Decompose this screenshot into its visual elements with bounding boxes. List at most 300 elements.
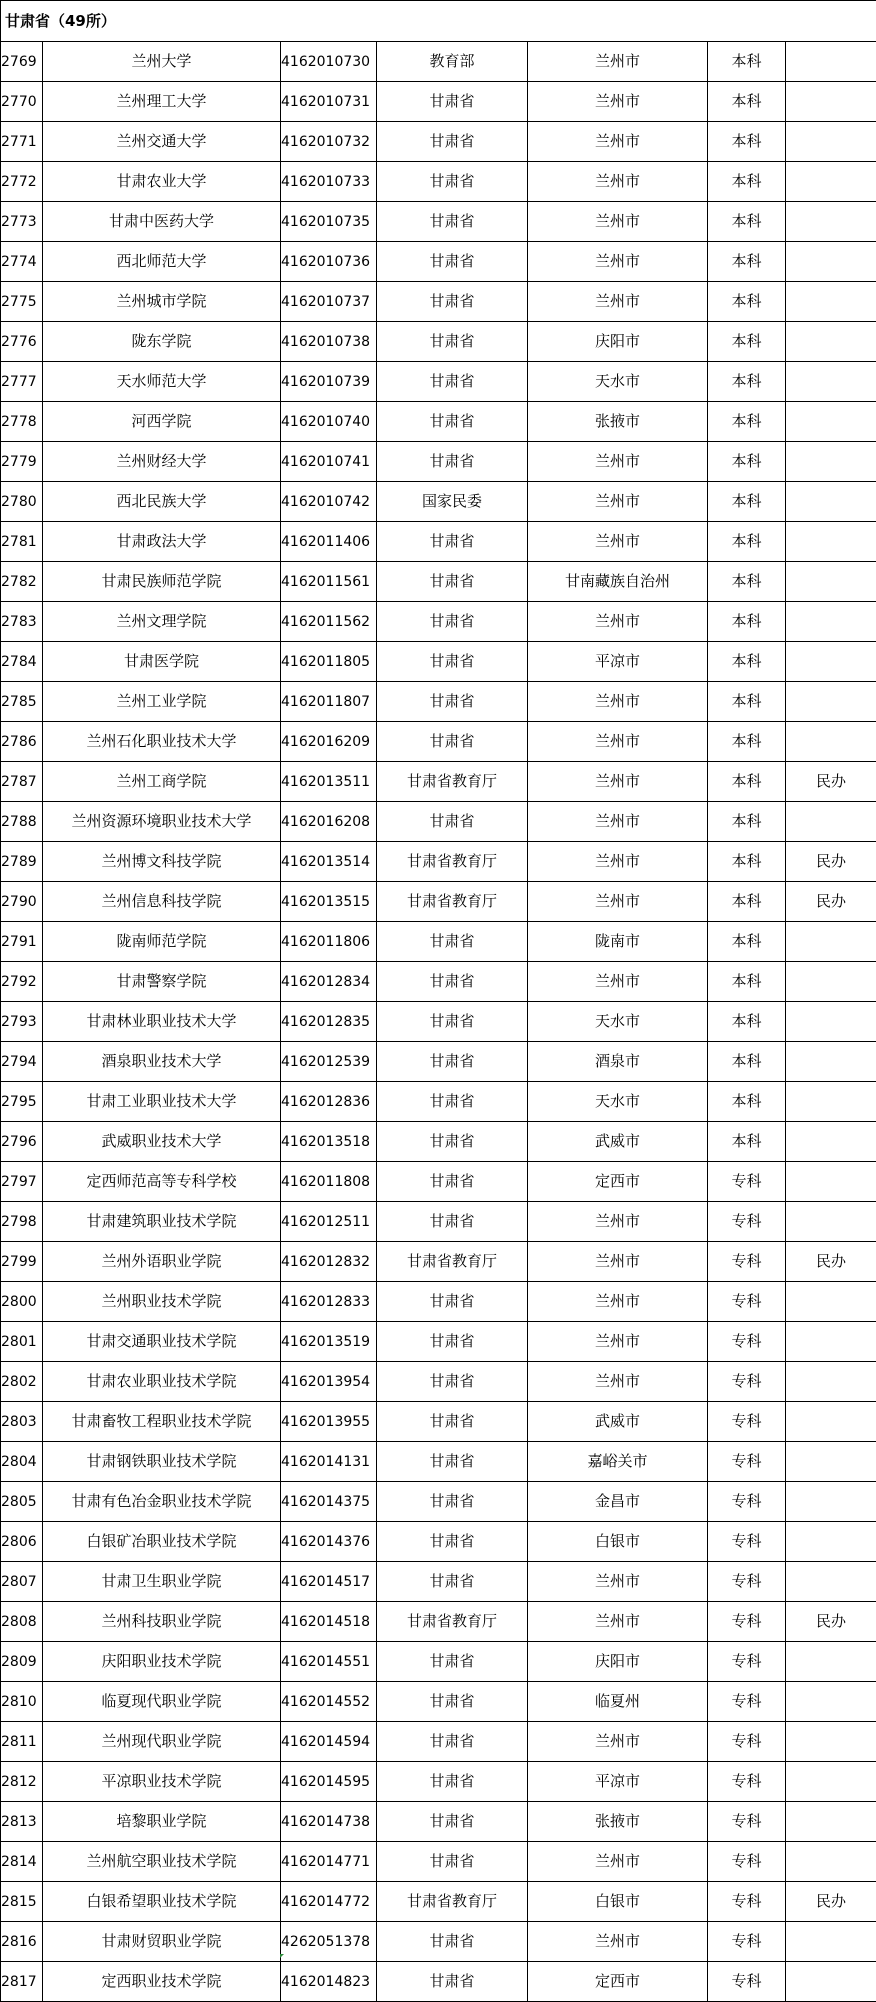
note-cell[interactable]: [786, 1122, 876, 1162]
school-code-cell[interactable]: 4162014594: [281, 1722, 377, 1762]
note-cell[interactable]: [786, 322, 876, 362]
row-number-cell[interactable]: 2769: [1, 42, 43, 82]
note-cell[interactable]: [786, 1802, 876, 1842]
authority-cell[interactable]: 甘肃省: [377, 922, 528, 962]
row-number-cell[interactable]: 2791: [1, 922, 43, 962]
row-number-cell[interactable]: 2770: [1, 82, 43, 122]
section-title[interactable]: 甘肃省（49所）: [1, 1, 876, 42]
note-cell[interactable]: [786, 442, 876, 482]
location-cell[interactable]: 兰州市: [528, 202, 708, 242]
note-cell[interactable]: [786, 562, 876, 602]
note-cell[interactable]: [786, 642, 876, 682]
level-cell[interactable]: 本科: [708, 322, 786, 362]
authority-cell[interactable]: 甘肃省: [377, 1202, 528, 1242]
location-cell[interactable]: 庆阳市: [528, 322, 708, 362]
row-number-cell[interactable]: 2803: [1, 1402, 43, 1442]
level-cell[interactable]: 本科: [708, 402, 786, 442]
level-cell[interactable]: 本科: [708, 42, 786, 82]
location-cell[interactable]: 白银市: [528, 1882, 708, 1922]
school-code-cell[interactable]: 4162010736: [281, 242, 377, 282]
school-code-cell[interactable]: 4162013954: [281, 1362, 377, 1402]
note-cell[interactable]: [786, 242, 876, 282]
school-code-cell[interactable]: 4162016208: [281, 802, 377, 842]
school-code-cell[interactable]: 4262051378: [281, 1922, 377, 1962]
school-code-cell[interactable]: 4162014376: [281, 1522, 377, 1562]
authority-cell[interactable]: 甘肃省: [377, 1362, 528, 1402]
row-number-cell[interactable]: 2796: [1, 1122, 43, 1162]
note-cell[interactable]: [786, 1282, 876, 1322]
school-name-cell[interactable]: 兰州大学: [43, 42, 281, 82]
level-cell[interactable]: 本科: [708, 802, 786, 842]
note-cell[interactable]: [786, 1722, 876, 1762]
level-cell[interactable]: 本科: [708, 762, 786, 802]
school-code-cell[interactable]: 4162010739: [281, 362, 377, 402]
authority-cell[interactable]: 甘肃省: [377, 362, 528, 402]
level-cell[interactable]: 本科: [708, 242, 786, 282]
school-name-cell[interactable]: 天水师范大学: [43, 362, 281, 402]
note-cell[interactable]: [786, 1042, 876, 1082]
level-cell[interactable]: 本科: [708, 282, 786, 322]
level-cell[interactable]: 专科: [708, 1482, 786, 1522]
location-cell[interactable]: 兰州市: [528, 1922, 708, 1962]
note-cell[interactable]: 民办: [786, 762, 876, 802]
level-cell[interactable]: 本科: [708, 482, 786, 522]
level-cell[interactable]: 专科: [708, 1882, 786, 1922]
school-code-cell[interactable]: 4162010737: [281, 282, 377, 322]
note-cell[interactable]: [786, 962, 876, 1002]
location-cell[interactable]: 兰州市: [528, 1722, 708, 1762]
authority-cell[interactable]: 甘肃省教育厅: [377, 882, 528, 922]
note-cell[interactable]: 民办: [786, 1602, 876, 1642]
location-cell[interactable]: 金昌市: [528, 1482, 708, 1522]
location-cell[interactable]: 武威市: [528, 1122, 708, 1162]
level-cell[interactable]: 专科: [708, 1762, 786, 1802]
level-cell[interactable]: 专科: [708, 1842, 786, 1882]
note-cell[interactable]: [786, 162, 876, 202]
school-name-cell[interactable]: 甘肃交通职业技术学院: [43, 1322, 281, 1362]
location-cell[interactable]: 平凉市: [528, 1762, 708, 1802]
level-cell[interactable]: 专科: [708, 1282, 786, 1322]
school-code-cell[interactable]: 4162014551: [281, 1642, 377, 1682]
row-number-cell[interactable]: 2775: [1, 282, 43, 322]
level-cell[interactable]: 专科: [708, 1682, 786, 1722]
level-cell[interactable]: 专科: [708, 1802, 786, 1842]
row-number-cell[interactable]: 2817: [1, 1962, 43, 2002]
school-code-cell[interactable]: 4162010740: [281, 402, 377, 442]
school-code-cell[interactable]: 4162012511: [281, 1202, 377, 1242]
row-number-cell[interactable]: 2802: [1, 1362, 43, 1402]
location-cell[interactable]: 白银市: [528, 1522, 708, 1562]
school-code-cell[interactable]: 4162010730: [281, 42, 377, 82]
location-cell[interactable]: 酒泉市: [528, 1042, 708, 1082]
authority-cell[interactable]: 甘肃省: [377, 1482, 528, 1522]
location-cell[interactable]: 定西市: [528, 1162, 708, 1202]
level-cell[interactable]: 本科: [708, 722, 786, 762]
authority-cell[interactable]: 甘肃省: [377, 1762, 528, 1802]
level-cell[interactable]: 本科: [708, 1002, 786, 1042]
school-code-cell[interactable]: 4162013514: [281, 842, 377, 882]
note-cell[interactable]: [786, 1202, 876, 1242]
note-cell[interactable]: [786, 1962, 876, 2002]
note-cell[interactable]: 民办: [786, 1242, 876, 1282]
level-cell[interactable]: 专科: [708, 1522, 786, 1562]
level-cell[interactable]: 本科: [708, 1122, 786, 1162]
school-name-cell[interactable]: 兰州职业技术学院: [43, 1282, 281, 1322]
row-number-cell[interactable]: 2772: [1, 162, 43, 202]
note-cell[interactable]: [786, 1082, 876, 1122]
level-cell[interactable]: 本科: [708, 522, 786, 562]
school-name-cell[interactable]: 河西学院: [43, 402, 281, 442]
authority-cell[interactable]: 甘肃省: [377, 402, 528, 442]
note-cell[interactable]: [786, 122, 876, 162]
school-name-cell[interactable]: 甘肃建筑职业技术学院: [43, 1202, 281, 1242]
school-name-cell[interactable]: 庆阳职业技术学院: [43, 1642, 281, 1682]
level-cell[interactable]: 本科: [708, 1042, 786, 1082]
location-cell[interactable]: 甘南藏族自治州: [528, 562, 708, 602]
school-name-cell[interactable]: 甘肃畜牧工程职业技术学院: [43, 1402, 281, 1442]
level-cell[interactable]: 专科: [708, 1602, 786, 1642]
authority-cell[interactable]: 甘肃省: [377, 1722, 528, 1762]
school-code-cell[interactable]: 4162010735: [281, 202, 377, 242]
school-code-cell[interactable]: 4162010738: [281, 322, 377, 362]
school-name-cell[interactable]: 定西师范高等专科学校: [43, 1162, 281, 1202]
note-cell[interactable]: [786, 722, 876, 762]
location-cell[interactable]: 兰州市: [528, 762, 708, 802]
school-name-cell[interactable]: 酒泉职业技术大学: [43, 1042, 281, 1082]
school-code-cell[interactable]: 4162014375: [281, 1482, 377, 1522]
note-cell[interactable]: [786, 1402, 876, 1442]
authority-cell[interactable]: 甘肃省: [377, 82, 528, 122]
note-cell[interactable]: 民办: [786, 842, 876, 882]
row-number-cell[interactable]: 2809: [1, 1642, 43, 1682]
location-cell[interactable]: 武威市: [528, 1402, 708, 1442]
location-cell[interactable]: 兰州市: [528, 962, 708, 1002]
school-code-cell[interactable]: 4162011806: [281, 922, 377, 962]
location-cell[interactable]: 兰州市: [528, 1202, 708, 1242]
location-cell[interactable]: 兰州市: [528, 1362, 708, 1402]
school-name-cell[interactable]: 白银矿冶职业技术学院: [43, 1522, 281, 1562]
school-code-cell[interactable]: 4162014823: [281, 1962, 377, 2002]
school-code-cell[interactable]: 4162011808: [281, 1162, 377, 1202]
authority-cell[interactable]: 甘肃省: [377, 202, 528, 242]
note-cell[interactable]: [786, 522, 876, 562]
row-number-cell[interactable]: 2810: [1, 1682, 43, 1722]
note-cell[interactable]: [786, 402, 876, 442]
row-number-cell[interactable]: 2801: [1, 1322, 43, 1362]
row-number-cell[interactable]: 2784: [1, 642, 43, 682]
row-number-cell[interactable]: 2797: [1, 1162, 43, 1202]
school-name-cell[interactable]: 白银希望职业技术学院: [43, 1882, 281, 1922]
school-name-cell[interactable]: 西北民族大学: [43, 482, 281, 522]
authority-cell[interactable]: 甘肃省: [377, 1402, 528, 1442]
level-cell[interactable]: 专科: [708, 1242, 786, 1282]
note-cell[interactable]: [786, 42, 876, 82]
row-number-cell[interactable]: 2792: [1, 962, 43, 1002]
school-name-cell[interactable]: 兰州石化职业技术大学: [43, 722, 281, 762]
note-cell[interactable]: [786, 922, 876, 962]
location-cell[interactable]: 临夏州: [528, 1682, 708, 1722]
authority-cell[interactable]: 甘肃省: [377, 642, 528, 682]
school-name-cell[interactable]: 甘肃财贸职业学院: [43, 1922, 281, 1962]
location-cell[interactable]: 兰州市: [528, 882, 708, 922]
school-name-cell[interactable]: 西北师范大学: [43, 242, 281, 282]
note-cell[interactable]: [786, 282, 876, 322]
row-number-cell[interactable]: 2815: [1, 1882, 43, 1922]
authority-cell[interactable]: 甘肃省教育厅: [377, 842, 528, 882]
location-cell[interactable]: 兰州市: [528, 442, 708, 482]
level-cell[interactable]: 本科: [708, 882, 786, 922]
note-cell[interactable]: [786, 1162, 876, 1202]
authority-cell[interactable]: 甘肃省: [377, 1842, 528, 1882]
authority-cell[interactable]: 甘肃省: [377, 162, 528, 202]
row-number-cell[interactable]: 2786: [1, 722, 43, 762]
school-name-cell[interactable]: 甘肃政法大学: [43, 522, 281, 562]
authority-cell[interactable]: 甘肃省: [377, 1002, 528, 1042]
note-cell[interactable]: [786, 1322, 876, 1362]
row-number-cell[interactable]: 2814: [1, 1842, 43, 1882]
location-cell[interactable]: 天水市: [528, 1002, 708, 1042]
authority-cell[interactable]: 甘肃省: [377, 722, 528, 762]
row-number-cell[interactable]: 2782: [1, 562, 43, 602]
note-cell[interactable]: [786, 1442, 876, 1482]
authority-cell[interactable]: 甘肃省: [377, 1042, 528, 1082]
school-name-cell[interactable]: 兰州航空职业技术学院: [43, 1842, 281, 1882]
location-cell[interactable]: 兰州市: [528, 1242, 708, 1282]
row-number-cell[interactable]: 2793: [1, 1002, 43, 1042]
school-code-cell[interactable]: 4162012834: [281, 962, 377, 1002]
level-cell[interactable]: 专科: [708, 1922, 786, 1962]
school-code-cell[interactable]: 4162012835: [281, 1002, 377, 1042]
row-number-cell[interactable]: 2773: [1, 202, 43, 242]
row-number-cell[interactable]: 2785: [1, 682, 43, 722]
row-number-cell[interactable]: 2779: [1, 442, 43, 482]
school-name-cell[interactable]: 兰州外语职业学院: [43, 1242, 281, 1282]
school-name-cell[interactable]: 兰州城市学院: [43, 282, 281, 322]
row-number-cell[interactable]: 2788: [1, 802, 43, 842]
level-cell[interactable]: 本科: [708, 202, 786, 242]
authority-cell[interactable]: 甘肃省: [377, 1122, 528, 1162]
location-cell[interactable]: 兰州市: [528, 722, 708, 762]
location-cell[interactable]: 张掖市: [528, 402, 708, 442]
row-number-cell[interactable]: 2787: [1, 762, 43, 802]
level-cell[interactable]: 专科: [708, 1162, 786, 1202]
school-code-cell[interactable]: 4162013955: [281, 1402, 377, 1442]
school-name-cell[interactable]: 兰州资源环境职业技术大学: [43, 802, 281, 842]
location-cell[interactable]: 兰州市: [528, 42, 708, 82]
row-number-cell[interactable]: 2789: [1, 842, 43, 882]
location-cell[interactable]: 张掖市: [528, 1802, 708, 1842]
school-name-cell[interactable]: 甘肃农业职业技术学院: [43, 1362, 281, 1402]
school-name-cell[interactable]: 陇东学院: [43, 322, 281, 362]
location-cell[interactable]: 兰州市: [528, 122, 708, 162]
school-name-cell[interactable]: 定西职业技术学院: [43, 1962, 281, 2002]
level-cell[interactable]: 专科: [708, 1442, 786, 1482]
school-code-cell[interactable]: 4162014738: [281, 1802, 377, 1842]
row-number-cell[interactable]: 2816: [1, 1922, 43, 1962]
note-cell[interactable]: [786, 1562, 876, 1602]
school-name-cell[interactable]: 兰州财经大学: [43, 442, 281, 482]
authority-cell[interactable]: 甘肃省: [377, 1682, 528, 1722]
location-cell[interactable]: 兰州市: [528, 162, 708, 202]
level-cell[interactable]: 本科: [708, 562, 786, 602]
school-name-cell[interactable]: 甘肃工业职业技术大学: [43, 1082, 281, 1122]
authority-cell[interactable]: 甘肃省: [377, 1162, 528, 1202]
note-cell[interactable]: [786, 1002, 876, 1042]
note-cell[interactable]: [786, 202, 876, 242]
location-cell[interactable]: 兰州市: [528, 842, 708, 882]
authority-cell[interactable]: 甘肃省: [377, 1802, 528, 1842]
row-number-cell[interactable]: 2780: [1, 482, 43, 522]
school-code-cell[interactable]: 4162014772: [281, 1882, 377, 1922]
level-cell[interactable]: 本科: [708, 682, 786, 722]
note-cell[interactable]: [786, 482, 876, 522]
level-cell[interactable]: 本科: [708, 362, 786, 402]
location-cell[interactable]: 兰州市: [528, 242, 708, 282]
school-code-cell[interactable]: 4162011562: [281, 602, 377, 642]
level-cell[interactable]: 本科: [708, 1082, 786, 1122]
authority-cell[interactable]: 甘肃省: [377, 1322, 528, 1362]
school-name-cell[interactable]: 甘肃林业职业技术大学: [43, 1002, 281, 1042]
location-cell[interactable]: 兰州市: [528, 802, 708, 842]
school-name-cell[interactable]: 兰州理工大学: [43, 82, 281, 122]
school-code-cell[interactable]: 4162011805: [281, 642, 377, 682]
authority-cell[interactable]: 甘肃省: [377, 522, 528, 562]
authority-cell[interactable]: 甘肃省: [377, 1562, 528, 1602]
row-number-cell[interactable]: 2771: [1, 122, 43, 162]
authority-cell[interactable]: 国家民委: [377, 482, 528, 522]
school-code-cell[interactable]: 4162010732: [281, 122, 377, 162]
school-name-cell[interactable]: 兰州科技职业学院: [43, 1602, 281, 1642]
note-cell[interactable]: [786, 82, 876, 122]
school-code-cell[interactable]: 4162013518: [281, 1122, 377, 1162]
row-number-cell[interactable]: 2774: [1, 242, 43, 282]
location-cell[interactable]: 平凉市: [528, 642, 708, 682]
school-code-cell[interactable]: 4162011561: [281, 562, 377, 602]
row-number-cell[interactable]: 2800: [1, 1282, 43, 1322]
school-code-cell[interactable]: 4162014552: [281, 1682, 377, 1722]
level-cell[interactable]: 本科: [708, 162, 786, 202]
location-cell[interactable]: 兰州市: [528, 1322, 708, 1362]
note-cell[interactable]: [786, 1682, 876, 1722]
authority-cell[interactable]: 甘肃省: [377, 602, 528, 642]
location-cell[interactable]: 兰州市: [528, 82, 708, 122]
level-cell[interactable]: 本科: [708, 962, 786, 1002]
row-number-cell[interactable]: 2783: [1, 602, 43, 642]
authority-cell[interactable]: 甘肃省教育厅: [377, 1242, 528, 1282]
row-number-cell[interactable]: 2795: [1, 1082, 43, 1122]
note-cell[interactable]: [786, 1362, 876, 1402]
level-cell[interactable]: 专科: [708, 1642, 786, 1682]
row-number-cell[interactable]: 2777: [1, 362, 43, 402]
authority-cell[interactable]: 教育部: [377, 42, 528, 82]
school-name-cell[interactable]: 甘肃医学院: [43, 642, 281, 682]
school-name-cell[interactable]: 临夏现代职业学院: [43, 1682, 281, 1722]
note-cell[interactable]: [786, 1922, 876, 1962]
level-cell[interactable]: 本科: [708, 602, 786, 642]
level-cell[interactable]: 专科: [708, 1402, 786, 1442]
school-code-cell[interactable]: 4162011807: [281, 682, 377, 722]
school-name-cell[interactable]: 陇南师范学院: [43, 922, 281, 962]
authority-cell[interactable]: 甘肃省: [377, 1442, 528, 1482]
row-number-cell[interactable]: 2804: [1, 1442, 43, 1482]
school-code-cell[interactable]: 4162013515: [281, 882, 377, 922]
row-number-cell[interactable]: 2799: [1, 1242, 43, 1282]
authority-cell[interactable]: 甘肃省: [377, 282, 528, 322]
note-cell[interactable]: [786, 1842, 876, 1882]
note-cell[interactable]: [786, 1762, 876, 1802]
school-code-cell[interactable]: 4162014518: [281, 1602, 377, 1642]
note-cell[interactable]: 民办: [786, 1882, 876, 1922]
location-cell[interactable]: 兰州市: [528, 282, 708, 322]
school-code-cell[interactable]: 4162012833: [281, 1282, 377, 1322]
level-cell[interactable]: 专科: [708, 1362, 786, 1402]
level-cell[interactable]: 本科: [708, 122, 786, 162]
location-cell[interactable]: 兰州市: [528, 1562, 708, 1602]
authority-cell[interactable]: 甘肃省教育厅: [377, 762, 528, 802]
level-cell[interactable]: 专科: [708, 1722, 786, 1762]
row-number-cell[interactable]: 2781: [1, 522, 43, 562]
level-cell[interactable]: 本科: [708, 442, 786, 482]
level-cell[interactable]: 专科: [708, 1202, 786, 1242]
school-name-cell[interactable]: 甘肃农业大学: [43, 162, 281, 202]
school-name-cell[interactable]: 甘肃民族师范学院: [43, 562, 281, 602]
location-cell[interactable]: 天水市: [528, 362, 708, 402]
authority-cell[interactable]: 甘肃省: [377, 1962, 528, 2002]
note-cell[interactable]: [786, 1482, 876, 1522]
school-name-cell[interactable]: 兰州交通大学: [43, 122, 281, 162]
authority-cell[interactable]: 甘肃省: [377, 1522, 528, 1562]
school-code-cell[interactable]: 4162013511: [281, 762, 377, 802]
note-cell[interactable]: [786, 1522, 876, 1562]
row-number-cell[interactable]: 2807: [1, 1562, 43, 1602]
school-name-cell[interactable]: 兰州文理学院: [43, 602, 281, 642]
location-cell[interactable]: 兰州市: [528, 1602, 708, 1642]
school-code-cell[interactable]: 4162014771: [281, 1842, 377, 1882]
authority-cell[interactable]: 甘肃省: [377, 442, 528, 482]
note-cell[interactable]: [786, 802, 876, 842]
authority-cell[interactable]: 甘肃省: [377, 802, 528, 842]
school-code-cell[interactable]: 4162016209: [281, 722, 377, 762]
row-number-cell[interactable]: 2811: [1, 1722, 43, 1762]
location-cell[interactable]: 兰州市: [528, 522, 708, 562]
note-cell[interactable]: 民办: [786, 882, 876, 922]
level-cell[interactable]: 本科: [708, 922, 786, 962]
school-name-cell[interactable]: 兰州现代职业学院: [43, 1722, 281, 1762]
authority-cell[interactable]: 甘肃省: [377, 322, 528, 362]
note-cell[interactable]: [786, 1642, 876, 1682]
school-name-cell[interactable]: 武威职业技术大学: [43, 1122, 281, 1162]
row-number-cell[interactable]: 2778: [1, 402, 43, 442]
location-cell[interactable]: 兰州市: [528, 1842, 708, 1882]
location-cell[interactable]: 陇南市: [528, 922, 708, 962]
school-name-cell[interactable]: 兰州工业学院: [43, 682, 281, 722]
authority-cell[interactable]: 甘肃省: [377, 1082, 528, 1122]
school-name-cell[interactable]: 兰州信息科技学院: [43, 882, 281, 922]
row-number-cell[interactable]: 2808: [1, 1602, 43, 1642]
location-cell[interactable]: 兰州市: [528, 682, 708, 722]
school-name-cell[interactable]: 兰州博文科技学院: [43, 842, 281, 882]
school-code-cell[interactable]: 4162013519: [281, 1322, 377, 1362]
school-name-cell[interactable]: 平凉职业技术学院: [43, 1762, 281, 1802]
school-name-cell[interactable]: 兰州工商学院: [43, 762, 281, 802]
authority-cell[interactable]: 甘肃省教育厅: [377, 1882, 528, 1922]
authority-cell[interactable]: 甘肃省: [377, 122, 528, 162]
location-cell[interactable]: 兰州市: [528, 1282, 708, 1322]
location-cell[interactable]: 庆阳市: [528, 1642, 708, 1682]
level-cell[interactable]: 本科: [708, 642, 786, 682]
school-name-cell[interactable]: 培黎职业学院: [43, 1802, 281, 1842]
authority-cell[interactable]: 甘肃省: [377, 562, 528, 602]
